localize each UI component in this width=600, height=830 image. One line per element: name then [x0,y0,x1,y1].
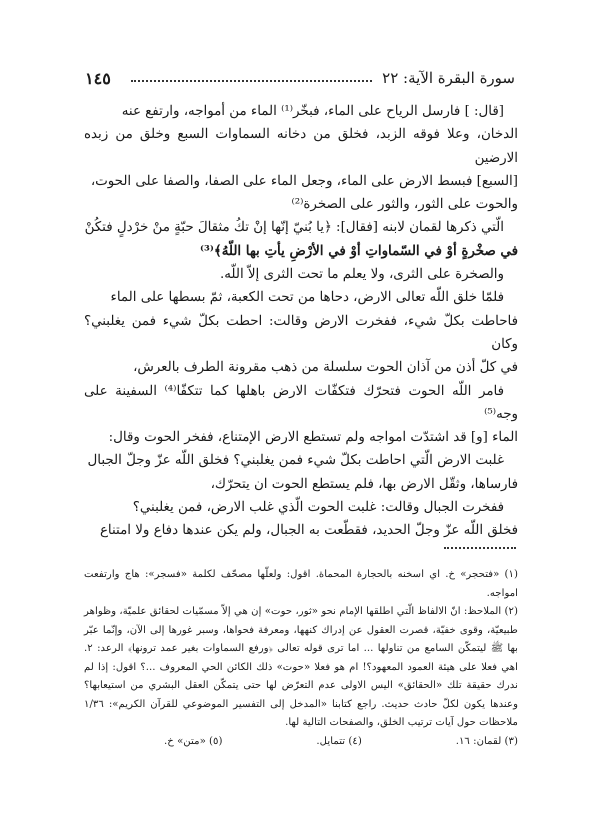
text-line: ففخرت الجبال وقالت: غلبت الحوت الّذي غلب الارض، فمن يغلبني؟ [132,500,504,516]
text-line: الماء [و] قد اشتدّت امواجه ولم تستطع الارض الإمتناع، ففخر الحوت وقال: [108,430,518,446]
footnote-ref: (٤) تتمايل. [316,735,362,747]
text-line: فارساها، وثقّل الارض بها، فلم يستطع الحوت ان يتحرّك، [210,476,518,492]
text-line: فلمّا خلق اللّه تعالى الارض، دحاها من تحت الكعبة، ثمّ بسطها على الماء [110,290,504,306]
text-line: الّتي ذكرها لقمان لابنه [فقال]: ﴿يا بُنيّ إنّها إنْ تكُ مثقالَ حبّةٍ منْ خرْدلٍ فتكُنْ [84,220,504,236]
text-line: [السبع] فبسط الارض على الماء، وجعل الماء على الصفا، والصفا على الحوت، [90,173,518,189]
text-line: فخلق اللّه عزّ وجلّ الحديد، فقطّعت به الجبال، ولم يكن عندها دفاع ولا امتناع [99,523,518,539]
footnote: (١) «فتحجر» خ. اي اسخنه بالحجارة المحماة. اقول: ولعلّها مصحّف لكلمة «فسجر»: هاج وارتفعت امواجه. [84,569,518,599]
footnotes [84,566,518,751]
header-title: سورة البقرة الآية: ٢٢ [382,69,515,87]
footnote-separator [444,547,516,549]
footnote-ref: (٥) «متن» خ. [164,735,223,747]
header-divider [131,80,372,82]
main-text [84,100,518,543]
text-line: فامر اللّه الحوت فتحرّك فتكفّات الارض باهلها كما تتكفّا⁽⁴⁾ السفينة على وجه⁽⁵⁾ [84,383,518,422]
footnote-refs [84,733,518,752]
running-header [85,66,515,90]
text-line: والصخرة على الثرى، ولا يعلم ما تحت الثرى إلاّ اللّه. [220,267,504,283]
page-number: ١٤٥ [85,68,111,88]
text-line: فاحاطت بكلّ شيء، ففخرت الارض وقالت: احطت بكلّ شيء فمن يغلبني؟ وكان [84,313,518,352]
footnote: (٢) الملاحظ: انّ الالفاظ الّتي اطلقها الإمام نحو «ثور، حوت» إن هي إلاّ مسمّيات لحقائق علميّة، وظواهر طبيعيّة، وقوى خفيّة، قصرت العقول عن إدراك كنهها، ومعرفة فحواها، وسبر غورها إلى الآن، وإنّما عبّر بها ﷺ ليتمكّن السامع من تناولها ... اما ترى قوله تعالى ﴿ورفع السماوات بغير عمد ترونها﴾ الرعد: ٢. اهي فعلا على هيئة العمود المعهود؟! ام هو فعلا «حوت» ذلك الكائن الحي المعروف ...؟ اقول: إذا لم ندرك حقيقة تلك «الحقائق» اليس الاولى عدم التعرّض لها حتى يتمكّن العقل البشري من استيعابها؟ وعندها يكون لكلّ حادث حديث. راجع كتابنا «المدخل إلى التفسير الموضوعي للقرآن الكريم»: ١/٣٦ ملاحظات حول آيات ترتيب الخلق، والصفحات التالية لها. [84,606,518,728]
text-line: في كلّ أذن من آذان الحوت سلسلة من ذهب مقرونة الطرف بالعرش، [133,360,518,376]
text-line: غلبت الارض الّتي احاطت بكلّ شيء فمن يغلبني؟ فخلق اللّه عزّ وجلّ الجبال [87,453,504,469]
quran-verse-line: في صخْرةٍ أوْ في السّماواتِ أوْ في الأرْضِ يأتِ بها اللّهُ﴾⁽³⁾ [200,242,518,259]
text-line: الدخان، وعلا فوقه الزبد، فخلق من دخانه السماوات السبع وخلق من زبده الارضين [84,127,518,166]
text-line: والحوت على الثور، والثور على الصخرة⁽²⁾ [291,197,518,213]
text-line: [قال: ] فارسل الرياح على الماء، فبخّر⁽¹⁾ الماء من أمواجه، وارتفع عنه [121,104,504,119]
footnote-ref: (٣) لقمان: ١٦. [455,735,518,747]
